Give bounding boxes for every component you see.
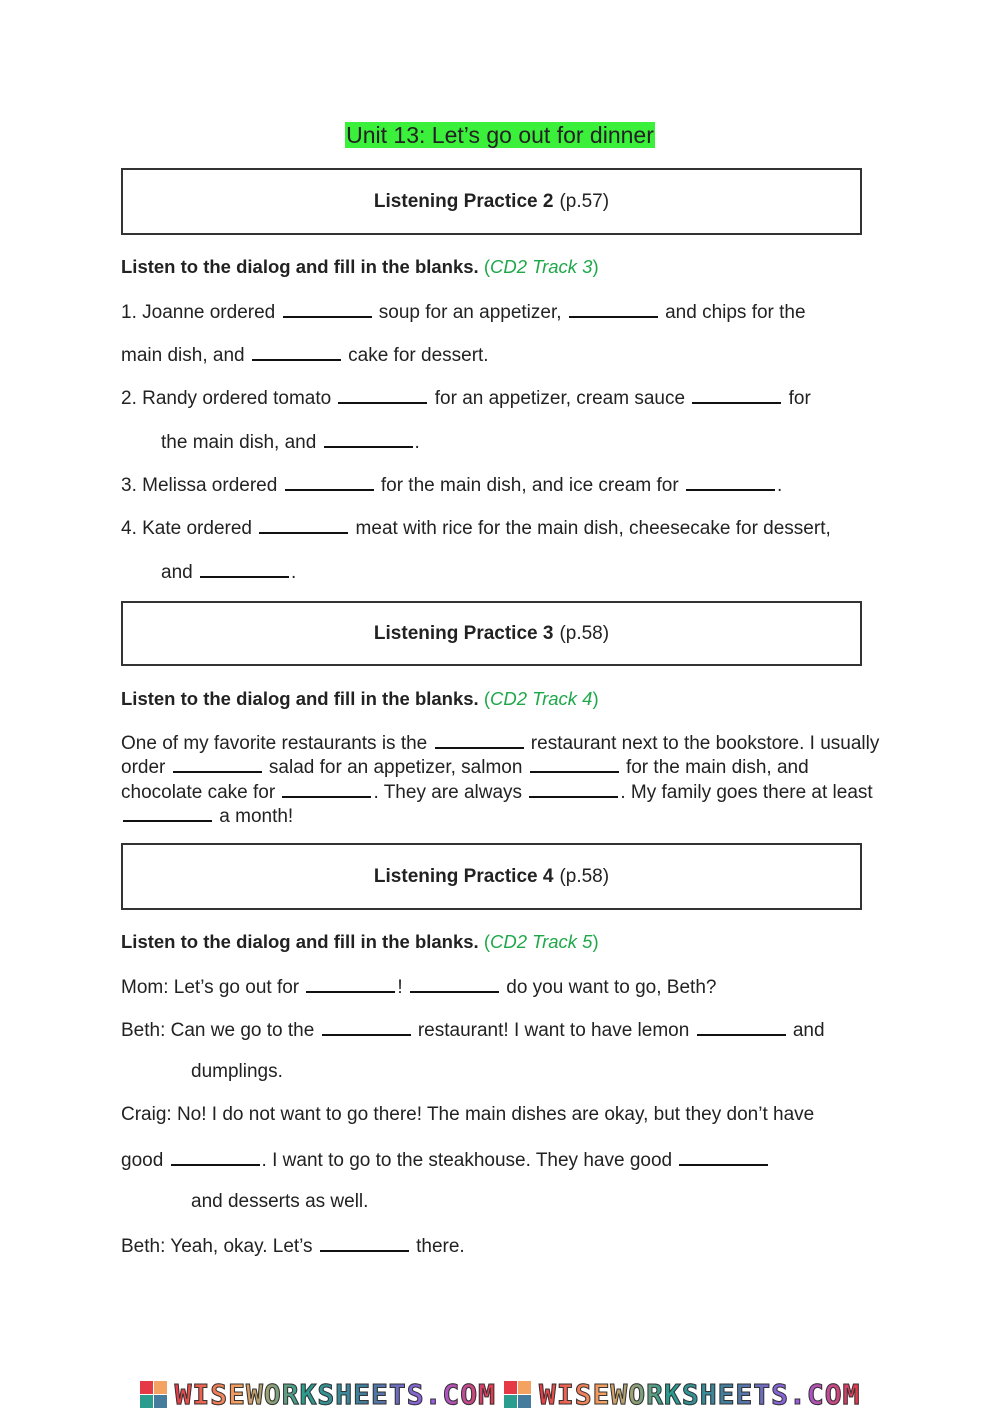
blank-field[interactable]: [173, 755, 262, 773]
blank-field[interactable]: [324, 430, 413, 448]
blank-field[interactable]: [252, 343, 341, 361]
question-line: main dish, and cake for dessert.: [121, 345, 489, 366]
blank-field[interactable]: [306, 975, 395, 993]
blank-field[interactable]: [259, 516, 348, 534]
instruction: Listen to the dialog and fill in the blanks. (CD2 Track 5): [121, 931, 599, 952]
blank-field[interactable]: [697, 1018, 786, 1036]
dialog-line: Beth: Yeah, okay. Let’s there.: [121, 1236, 465, 1257]
blank-field[interactable]: [285, 473, 374, 491]
dialog-line: dumplings.: [191, 1061, 283, 1082]
dialog-line: and desserts as well.: [191, 1191, 369, 1212]
dialog-line: Craig: No! I do not want to go there! The main dishes are okay, but they don’t have: [121, 1104, 815, 1125]
blank-field[interactable]: [200, 560, 289, 578]
fill-paragraph: One of my favorite restaurants is the restaurant next to the bookstore. I usually order salad for an appetizer, salmon for the main dish, and chocolate cake for . They are always . My family goes there at least a month!: [121, 733, 880, 827]
blank-field[interactable]: [282, 780, 371, 798]
wiseworksheets-logo-icon: [504, 1381, 531, 1408]
question-line: 3. Melissa ordered for the main dish, and ice cream for .: [121, 475, 783, 496]
section-heading-box: [121, 168, 862, 235]
section-heading-box: [121, 843, 862, 910]
page-title: Unit 13: Let’s go out for dinner: [346, 122, 654, 148]
section-heading-page: (p.58): [559, 622, 610, 644]
blank-field[interactable]: [123, 804, 212, 822]
question-line: 4. Kate ordered meat with rice for the main dish, cheesecake for dessert,: [121, 518, 831, 539]
blank-field[interactable]: [320, 1234, 409, 1252]
blank-field[interactable]: [283, 300, 372, 318]
question-line: 2. Randy ordered tomato for an appetizer, cream sauce for: [121, 388, 811, 409]
question-line: the main dish, and .: [161, 432, 420, 453]
section-heading-page: (p.58): [559, 865, 610, 887]
instruction: Listen to the dialog and fill in the blanks. (CD2 Track 4): [121, 688, 599, 709]
blank-field[interactable]: [435, 731, 524, 749]
section-heading-title: Listening Practice 2: [373, 190, 554, 212]
blank-field[interactable]: [679, 1148, 768, 1166]
blank-field[interactable]: [686, 473, 775, 491]
instruction: Listen to the dialog and fill in the blanks. (CD2 Track 3): [121, 256, 599, 277]
blank-field[interactable]: [338, 386, 427, 404]
question-line: 1. Joanne ordered soup for an appetizer, and chips for the: [121, 302, 806, 323]
watermark-text: WISEWORKSHEETS.COM: [539, 1377, 861, 1411]
dialog-line: good . I want to go to the steakhouse. They have good: [121, 1148, 770, 1172]
watermark-text: WISEWORKSHEETS.COM: [174, 1377, 496, 1411]
blank-field[interactable]: [171, 1148, 260, 1166]
blank-field[interactable]: [529, 780, 618, 798]
wiseworksheets-logo-icon: [140, 1381, 167, 1408]
blank-field[interactable]: [692, 386, 781, 404]
blank-field[interactable]: [410, 975, 499, 993]
dialog-line: Beth: Can we go to the restaurant! I want to have lemon and: [121, 1020, 825, 1041]
blank-field[interactable]: [530, 755, 619, 773]
blank-field[interactable]: [569, 300, 658, 318]
section-heading-box: [121, 601, 862, 666]
watermark-footer: [0, 1375, 1000, 1413]
dialog-line: Mom: Let’s go out for ! do you want to go, Beth?: [121, 977, 717, 998]
question-line: and .: [161, 562, 297, 583]
section-heading-page: (p.57): [559, 190, 610, 212]
section-heading-title: Listening Practice 4: [373, 865, 554, 887]
blank-field[interactable]: [322, 1018, 411, 1036]
section-heading-title: Listening Practice 3: [373, 622, 554, 644]
